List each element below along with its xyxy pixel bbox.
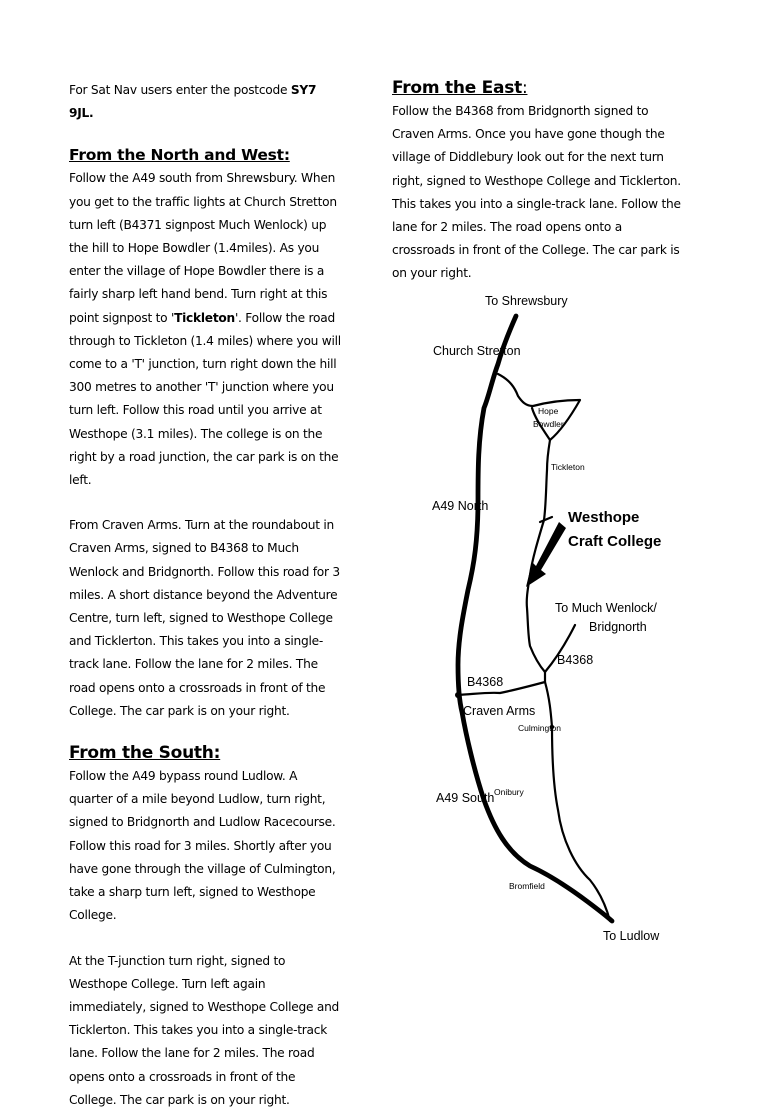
- a49-road: [458, 316, 612, 921]
- east-heading-text: From the East: [392, 78, 522, 98]
- label-b4368-east: B4368: [557, 653, 594, 667]
- label-church-stretton: Church Stretton: [433, 344, 521, 358]
- label-b4368-west: B4368: [467, 675, 504, 689]
- label-a49-north: A49 North: [432, 499, 489, 513]
- east-heading-colon: :: [521, 78, 528, 98]
- south-directions-2: At the T-junction turn right, signed to Westhope College. Turn left again immediately, signed to Westhope College and Ticklerton. This takes you into a single-track lane. Follow the lane for 2 miles. The road opens onto a crossroads in front of the College. The car park is on your right.: [69, 953, 340, 1107]
- culmington-road: [545, 682, 610, 921]
- label-hope: Hope: [538, 406, 559, 416]
- label-tickleton: Tickleton: [551, 462, 585, 472]
- east-directions: Follow the B4368 from Bridgnorth signed to Craven Arms. Once you have gone though the village of Diddlebury look out for the next turn right, signed to Westhope College and Ticklerton. This takes you into a single-track lane. Follow the lane for 2 miles. The road opens onto a crossroads in front of the College. The car park is on your right.: [392, 104, 681, 281]
- north-west-text-2: '. Follow the road through to Tickleton (1.4 miles) where you will come to a 'T' junction, turn right down the hill 300 metres to another 'T' junction where you turn left. Follow this road until you arrive at Westhope (3.1 miles). The college is on the right by a road junction, the car park is on the left.: [69, 310, 341, 488]
- label-bridgnorth: Bridgnorth: [589, 620, 647, 634]
- label-to-much-wenlock: To Much Wenlock/: [555, 601, 657, 615]
- north-west-text-1: Follow the A49 south from Shrewsbury. When you get to the traffic lights at Church Stretton turn left (B4371 signpost Much Wenlock) up the hill to Hope Bowdler (1.4miles). As you enter the village of Hope Bowdler there is a fairly sharp left hand bend. Turn right at this point signpost to ': [69, 171, 337, 325]
- north-west-heading: From the North and West:: [69, 146, 290, 165]
- postcode: SY7 9JL.: [69, 83, 317, 121]
- label-bromfield: Bromfield: [509, 881, 545, 891]
- south-directions-1: Follow the A49 bypass round Ludlow. A quarter of a mile beyond Ludlow, turn right, signed to Bridgnorth and Ludlow Racecourse. Follow this road for 3 miles. Shortly after you have gone through the village of Culmington, take a sharp turn left, signed to Westhope College.: [69, 769, 336, 923]
- label-westhope: Westhope: [568, 509, 640, 526]
- westhope-junction: [540, 517, 552, 522]
- bromfield-marker: [528, 864, 532, 868]
- craven-arms-directions: From Craven Arms. Turn at the roundabout in Craven Arms, signed to B4368 to Much Wenlock and Bridgnorth. Follow this road for 3 miles. A short distance beyond the Adventure Centre, turn left, signed to Westhope College and Ticklerton. This takes you into a single-track lane. Follow the lane for 2 miles. The road opens onto a crossroads in front of the College. The car park is on your right.: [69, 518, 340, 718]
- satnav-prefix: For Sat Nav users enter the postcode: [69, 83, 291, 97]
- label-craven-arms: Craven Arms: [463, 704, 536, 718]
- label-bowdler: Bowdler: [533, 419, 564, 429]
- westhope-arrow-icon: [526, 522, 566, 587]
- label-a49-south: A49 South: [436, 791, 495, 805]
- south-heading: From the South:: [69, 743, 221, 764]
- label-to-shrewsbury: To Shrewsbury: [485, 294, 568, 308]
- junction-marker: [455, 692, 461, 698]
- tickleton-signpost: Tickleton: [174, 310, 235, 325]
- label-culmington: Culmington: [518, 723, 561, 733]
- label-onibury: Onibury: [494, 787, 524, 797]
- label-craft-college: Craft College: [568, 533, 662, 550]
- label-to-ludlow: To Ludlow: [603, 929, 660, 943]
